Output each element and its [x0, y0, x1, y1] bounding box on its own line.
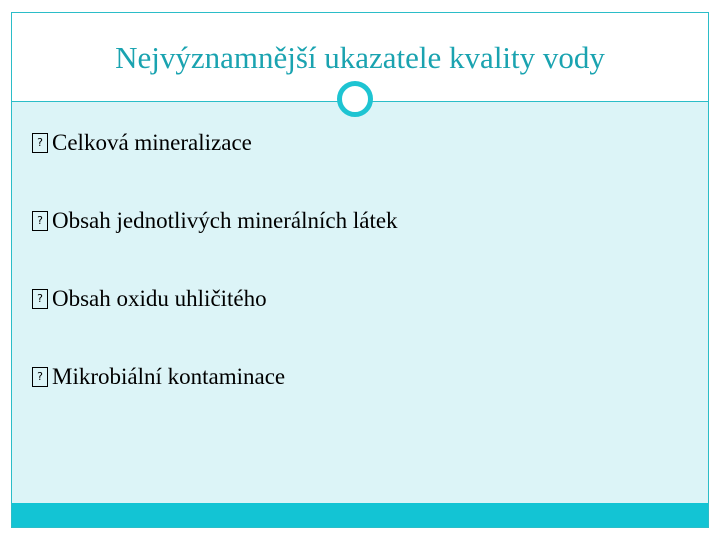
bullet-list [32, 128, 398, 440]
bullet-marker-icon: ? [32, 289, 48, 309]
bullet-text: Obsah oxidu uhličitého [52, 286, 267, 311]
bullet-item [32, 362, 398, 440]
bullet-text: Mikrobiální kontaminace [52, 364, 286, 389]
bullet-item [32, 284, 398, 362]
bullet-item [32, 128, 398, 206]
bullet-item [32, 206, 398, 284]
title-divider-circle-icon [337, 81, 373, 117]
bullet-text: Obsah jednotlivých minerálních látek [52, 208, 398, 233]
bullet-marker-icon: ? [32, 367, 48, 387]
footer-bar [12, 503, 708, 527]
bullet-text: Celková mineralizace [52, 130, 252, 155]
bullet-marker-icon: ? [32, 133, 48, 153]
slide-title: Nejvýznamnější ukazatele kvality vody [115, 40, 605, 75]
bullet-marker-icon: ? [32, 211, 48, 231]
